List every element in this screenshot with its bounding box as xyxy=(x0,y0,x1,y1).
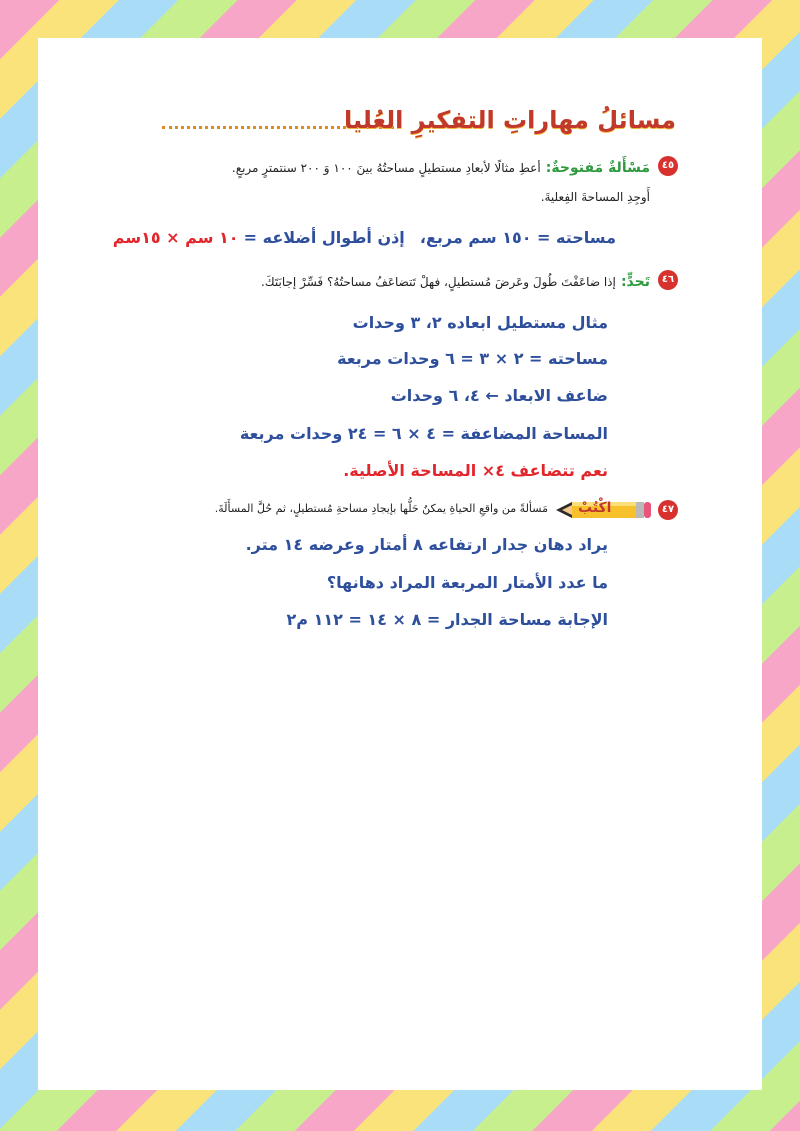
question-45-text-line2: أَوجِدِ المساحةَ الفِعليةَ. xyxy=(540,190,650,204)
answer-line: المساحة المضاعفة = ٤ × ٦ = ٢٤ وحدات مربعة xyxy=(239,424,608,443)
answer-line: يراد دهان جدار ارتفاعه ٨ أمتار وعرضه ١٤ متر. xyxy=(245,535,608,554)
question-45-answer xyxy=(113,228,616,247)
answer-line: مساحته = ٢ × ٣ = ٦ وحدات مربعة xyxy=(337,349,608,368)
question-45-text: أعطِ مثالًا لأبعادِ مستطيلٍ مساحتُهُ بينَ ١٠٠ وَ ٢٠٠ سنتمترٍ مربعٍ. xyxy=(231,161,541,175)
question-46-line xyxy=(261,271,650,290)
pencil-icon xyxy=(554,499,652,521)
answer-line: الإجابة مساحة الجدار = ٨ × ١٤ = ١١٢ م٢ xyxy=(286,610,608,629)
question-number-badge: ٤٦ xyxy=(658,270,678,290)
question-number-badge: ٤٥ xyxy=(658,156,678,176)
question-label-challenge: تَحدٍّ: xyxy=(620,274,650,290)
answer-line: ضاعف الابعاد ← ٤، ٦ وحدات xyxy=(390,386,608,405)
answer-line: ما عدد الأمتار المربعة المراد دهانها؟ xyxy=(326,573,608,592)
question-47-text: مَسألةً من واقعِ الحياةِ يمكنُ حَلُّها بإيجادِ مساحةِ مُستطيلٍ، ثم حُلَّ المسأَلَةَ. xyxy=(214,502,548,515)
answer-sides-text: إذن أطوال أضلاعه = xyxy=(243,228,405,247)
question-46-text: إذا ضاعَفْتَ طُولَ وعَرضَ مُستطيلٍ، فهلْ تَتضاعَفُ مساحتُهُ؟ فَسِّرْ إجابَتَكَ. xyxy=(260,275,616,289)
question-label-open: مَسْأَلةٌ مَفتوحةٌ: xyxy=(545,160,650,176)
write-label: اكْتُبْ xyxy=(578,500,612,516)
answer-area-text: مساحته = ١٥٠ سم مربع، xyxy=(419,228,616,247)
answer-conclusion: نعم تتضاعف ٤× المساحة الأصلية. xyxy=(343,461,608,480)
answer-dimensions: ١٠ سم × ١٥سم xyxy=(112,228,239,247)
question-number-badge: ٤٧ xyxy=(658,500,678,520)
section-title: مسائلُ مهاراتِ التفكيرِ العُليا xyxy=(343,106,676,134)
question-45-line1 xyxy=(232,157,650,176)
answer-line: مثال مستطيل ابعاده ٢، ٣ وحدات xyxy=(352,313,608,332)
worksheet-page xyxy=(38,38,762,1090)
